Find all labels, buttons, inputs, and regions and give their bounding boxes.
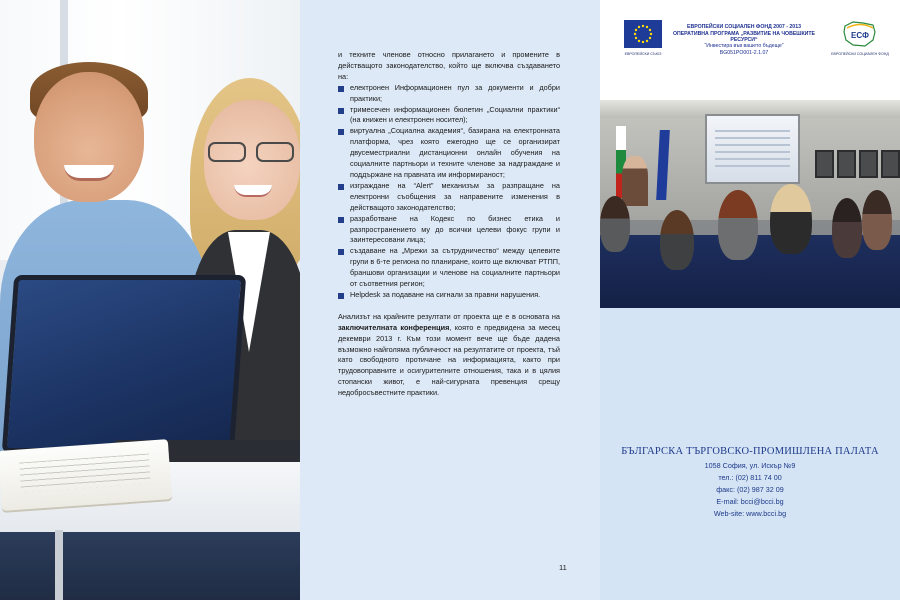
esf-logo-icon <box>843 20 877 48</box>
students-laptop-photo <box>0 0 300 600</box>
conclusion-text-start: Анализът на крайните резултати от проекта ще е в основата на <box>338 311 560 321</box>
wall-portraits <box>815 150 900 178</box>
organization-name: БЪЛГАРСКА ТЪРГОВСКО-ПРОМИШЛЕНА ПАЛАТА <box>621 446 879 457</box>
esf-logo-text: ЕСФ <box>851 31 869 40</box>
esf-title-line-1: ЕВРОПЕЙСКИ СОЦИАЛЕН ФОНД 2007 - 2013 <box>687 24 801 30</box>
speaker-figure <box>622 156 648 206</box>
esf-motto <box>668 43 820 56</box>
audience-member <box>832 198 862 258</box>
esf-title-line-2: ОПЕРАТИВНА ПРОГРАМА „РАЗВИТИЕ НА ЧОВЕШКИТЕ РЕСУРСИ“ <box>672 30 816 44</box>
website-link[interactable]: Web-site: www.bcci.bg <box>713 509 787 519</box>
email-link[interactable]: E-mail: bcci@bcci.bg <box>716 497 784 507</box>
project-code: BG051PO001-2.1.07 <box>719 49 769 56</box>
conclusion-bold-phrase: заключителната конференция <box>338 322 450 332</box>
list-item: тримесечен информационен бюлетин „Социални практики“ (на книжен и електронен носител); <box>338 105 560 127</box>
list-item: електронен Информационен пул за документи и добри практики; <box>338 83 560 105</box>
list-item: Helpdesk за подаване на сигнали за правни нарушения. <box>338 290 560 301</box>
address: 1058 София, ул. Искър №9 <box>704 461 796 470</box>
photo-jeans <box>0 532 300 600</box>
contact-block <box>600 446 900 520</box>
bullet-list <box>338 83 560 301</box>
contact-page <box>600 0 900 600</box>
conference-photo <box>600 100 900 308</box>
photo-laptop-screen <box>2 275 246 453</box>
audience-member <box>862 190 892 250</box>
photo-man-face <box>34 72 144 202</box>
list-item: изграждане на “Alert” механизъм за разпращане на електронни съобщения за направените изменения в действащото законодателство; <box>338 181 560 214</box>
list-item: създаване на „Мрежи за сътрудничество“ между целевите групи в 6-те региона по планиране, които ще включват РТПП, браншови организации и членове на социалните партньори от съответния регион; <box>338 246 560 290</box>
page-number: 11 <box>559 563 567 572</box>
list-item: виртуална „Социална академия“, базирана на електронната платформа, чрез която ежегодно ще се организират двусеместриални дистанционни онлайн обучения на социалните партньори и техните членове за надграждане и поддържане на правната им информираност; <box>338 126 560 181</box>
eu-caption: ЕВРОПЕЙСКИ СЪЮЗ <box>624 52 662 56</box>
esf-caption: ЕВРОПЕЙСКИ СОЦИАЛЕН ФОНД <box>831 52 889 56</box>
intro-paragraph: и техните членове относно прилагането и промените в действащото законодателство, който ще включва създаването на: <box>338 50 560 81</box>
audience-member <box>600 196 630 252</box>
text-page <box>300 0 600 600</box>
photo-desk-leg <box>55 530 63 600</box>
esf-header <box>600 0 900 100</box>
audience-member <box>660 210 694 270</box>
audience-member <box>770 184 812 254</box>
esf-title <box>668 24 820 44</box>
eu-flag-icon <box>624 20 662 48</box>
photo-glasses <box>208 142 298 164</box>
fax: факс: (02) 987 32 09 <box>716 485 784 495</box>
photo-woman-smile <box>234 185 272 197</box>
conclusion-text-end: , която е предвидена за месец декември 2013 г. Към този момент вече ще бъде дадена възможно найголяма публичност на резултатите от проекта, тъй като свободното протичане на информацията, както при трудовоправните и осигурителните отношения, така и в цялия стопански живот, е най-сигурната превенция срещу недобросъвестните практики. <box>338 322 560 398</box>
projection-content <box>715 130 790 170</box>
list-item: разработване на Кодекс по бизнес етика и разпространението му до всички целеви фокус групи и заинтересовани лица; <box>338 214 560 247</box>
audience-member <box>718 190 758 260</box>
motto-text: “Инвестира във вашето бъдеще” <box>704 43 784 49</box>
phone: тел.: (02) 811 74 00 <box>718 473 782 483</box>
conclusion-paragraph <box>338 312 560 399</box>
text-body <box>338 50 560 399</box>
